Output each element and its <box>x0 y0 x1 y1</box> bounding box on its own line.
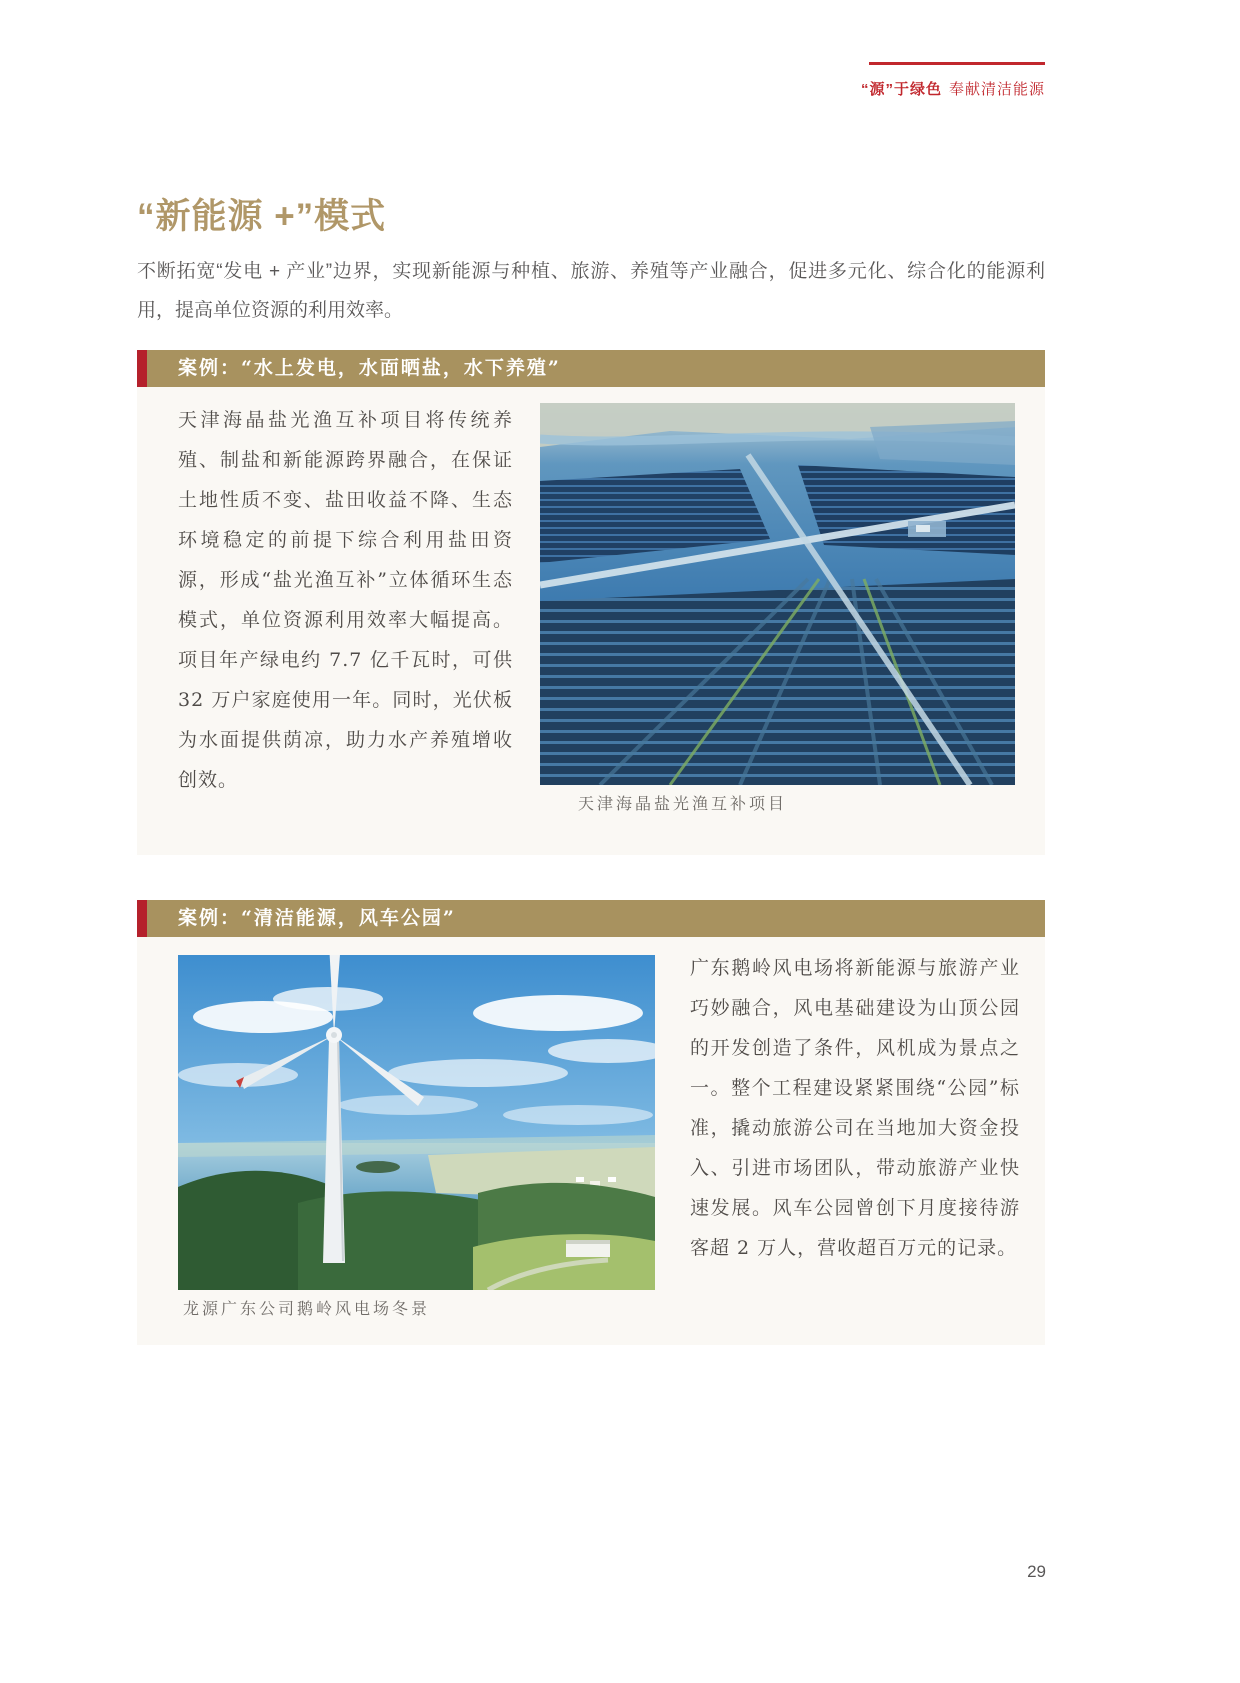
tagline-text <box>725 78 1045 99</box>
case-box-windmill-park <box>137 900 1045 1345</box>
tagline-regular: 奉献清洁能源 <box>948 81 1045 98</box>
red-accent-bar <box>137 900 147 937</box>
tagline-bold: “源”于绿色 <box>860 81 942 98</box>
case-2-header-title: 案例：“清洁能源，风车公园” <box>147 900 1045 937</box>
case-2-header <box>137 900 1045 937</box>
section-title: “新能源 +”模式 <box>137 197 387 236</box>
case-box-solar-salt-fishery <box>137 350 1045 855</box>
wind-turbine-illustration <box>178 955 655 1290</box>
red-accent-bar <box>137 350 147 387</box>
page-number: 29 <box>1027 1562 1046 1581</box>
header-tagline <box>725 62 1045 99</box>
case-1-body-text: 天津海晶盐光渔互补项目将传统养殖、制盐和新能源跨界融合，在保证土地性质不变、盐田收益不降、生态环境稳定的前提下综合利用盐田资源，形成“盐光渔互补”立体循环生态模式，单位资源利用效率大幅提高。项目年产绿电约 7.7 亿千瓦时，可供 32 万户家庭使用一年。同时，光伏板为水面提供荫凉，助力水产养殖增收创效。 <box>178 409 513 791</box>
case-2-photo-caption: 龙源广东公司鹅岭风电场冬景 <box>183 1299 431 1318</box>
intro-paragraph: 不断拓宽“发电 + 产业”边界，实现新能源与种植、旅游、养殖等产业融合，促进多元化、综合化的能源利用，提高单位资源的利用效率。 <box>137 261 1045 321</box>
wind-turbine-park-photo <box>178 955 655 1290</box>
case-1-header-title: 案例：“水上发电，水面晒盐，水下养殖” <box>147 350 1045 387</box>
case-2-body-text: 广东鹅岭风电场将新能源与旅游产业巧妙融合，风电基础建设为山顶公园的开发创造了条件，风机成为景点之一。整个工程建设紧紧围绕“公园”标准，撬动旅游公司在当地加大资金投入、引进市场团队，带动旅游产业快速发展。风车公园曾创下月度接待游客超 2 万人，营收超百万元的记录。 <box>690 957 1020 1259</box>
solar-salt-farm-illustration <box>540 403 1015 785</box>
case-1-header <box>137 350 1045 387</box>
solar-salt-farm-photo <box>540 403 1015 785</box>
tagline-rule <box>869 62 1045 65</box>
case-1-photo-caption: 天津海晶盐光渔互补项目 <box>578 794 788 813</box>
